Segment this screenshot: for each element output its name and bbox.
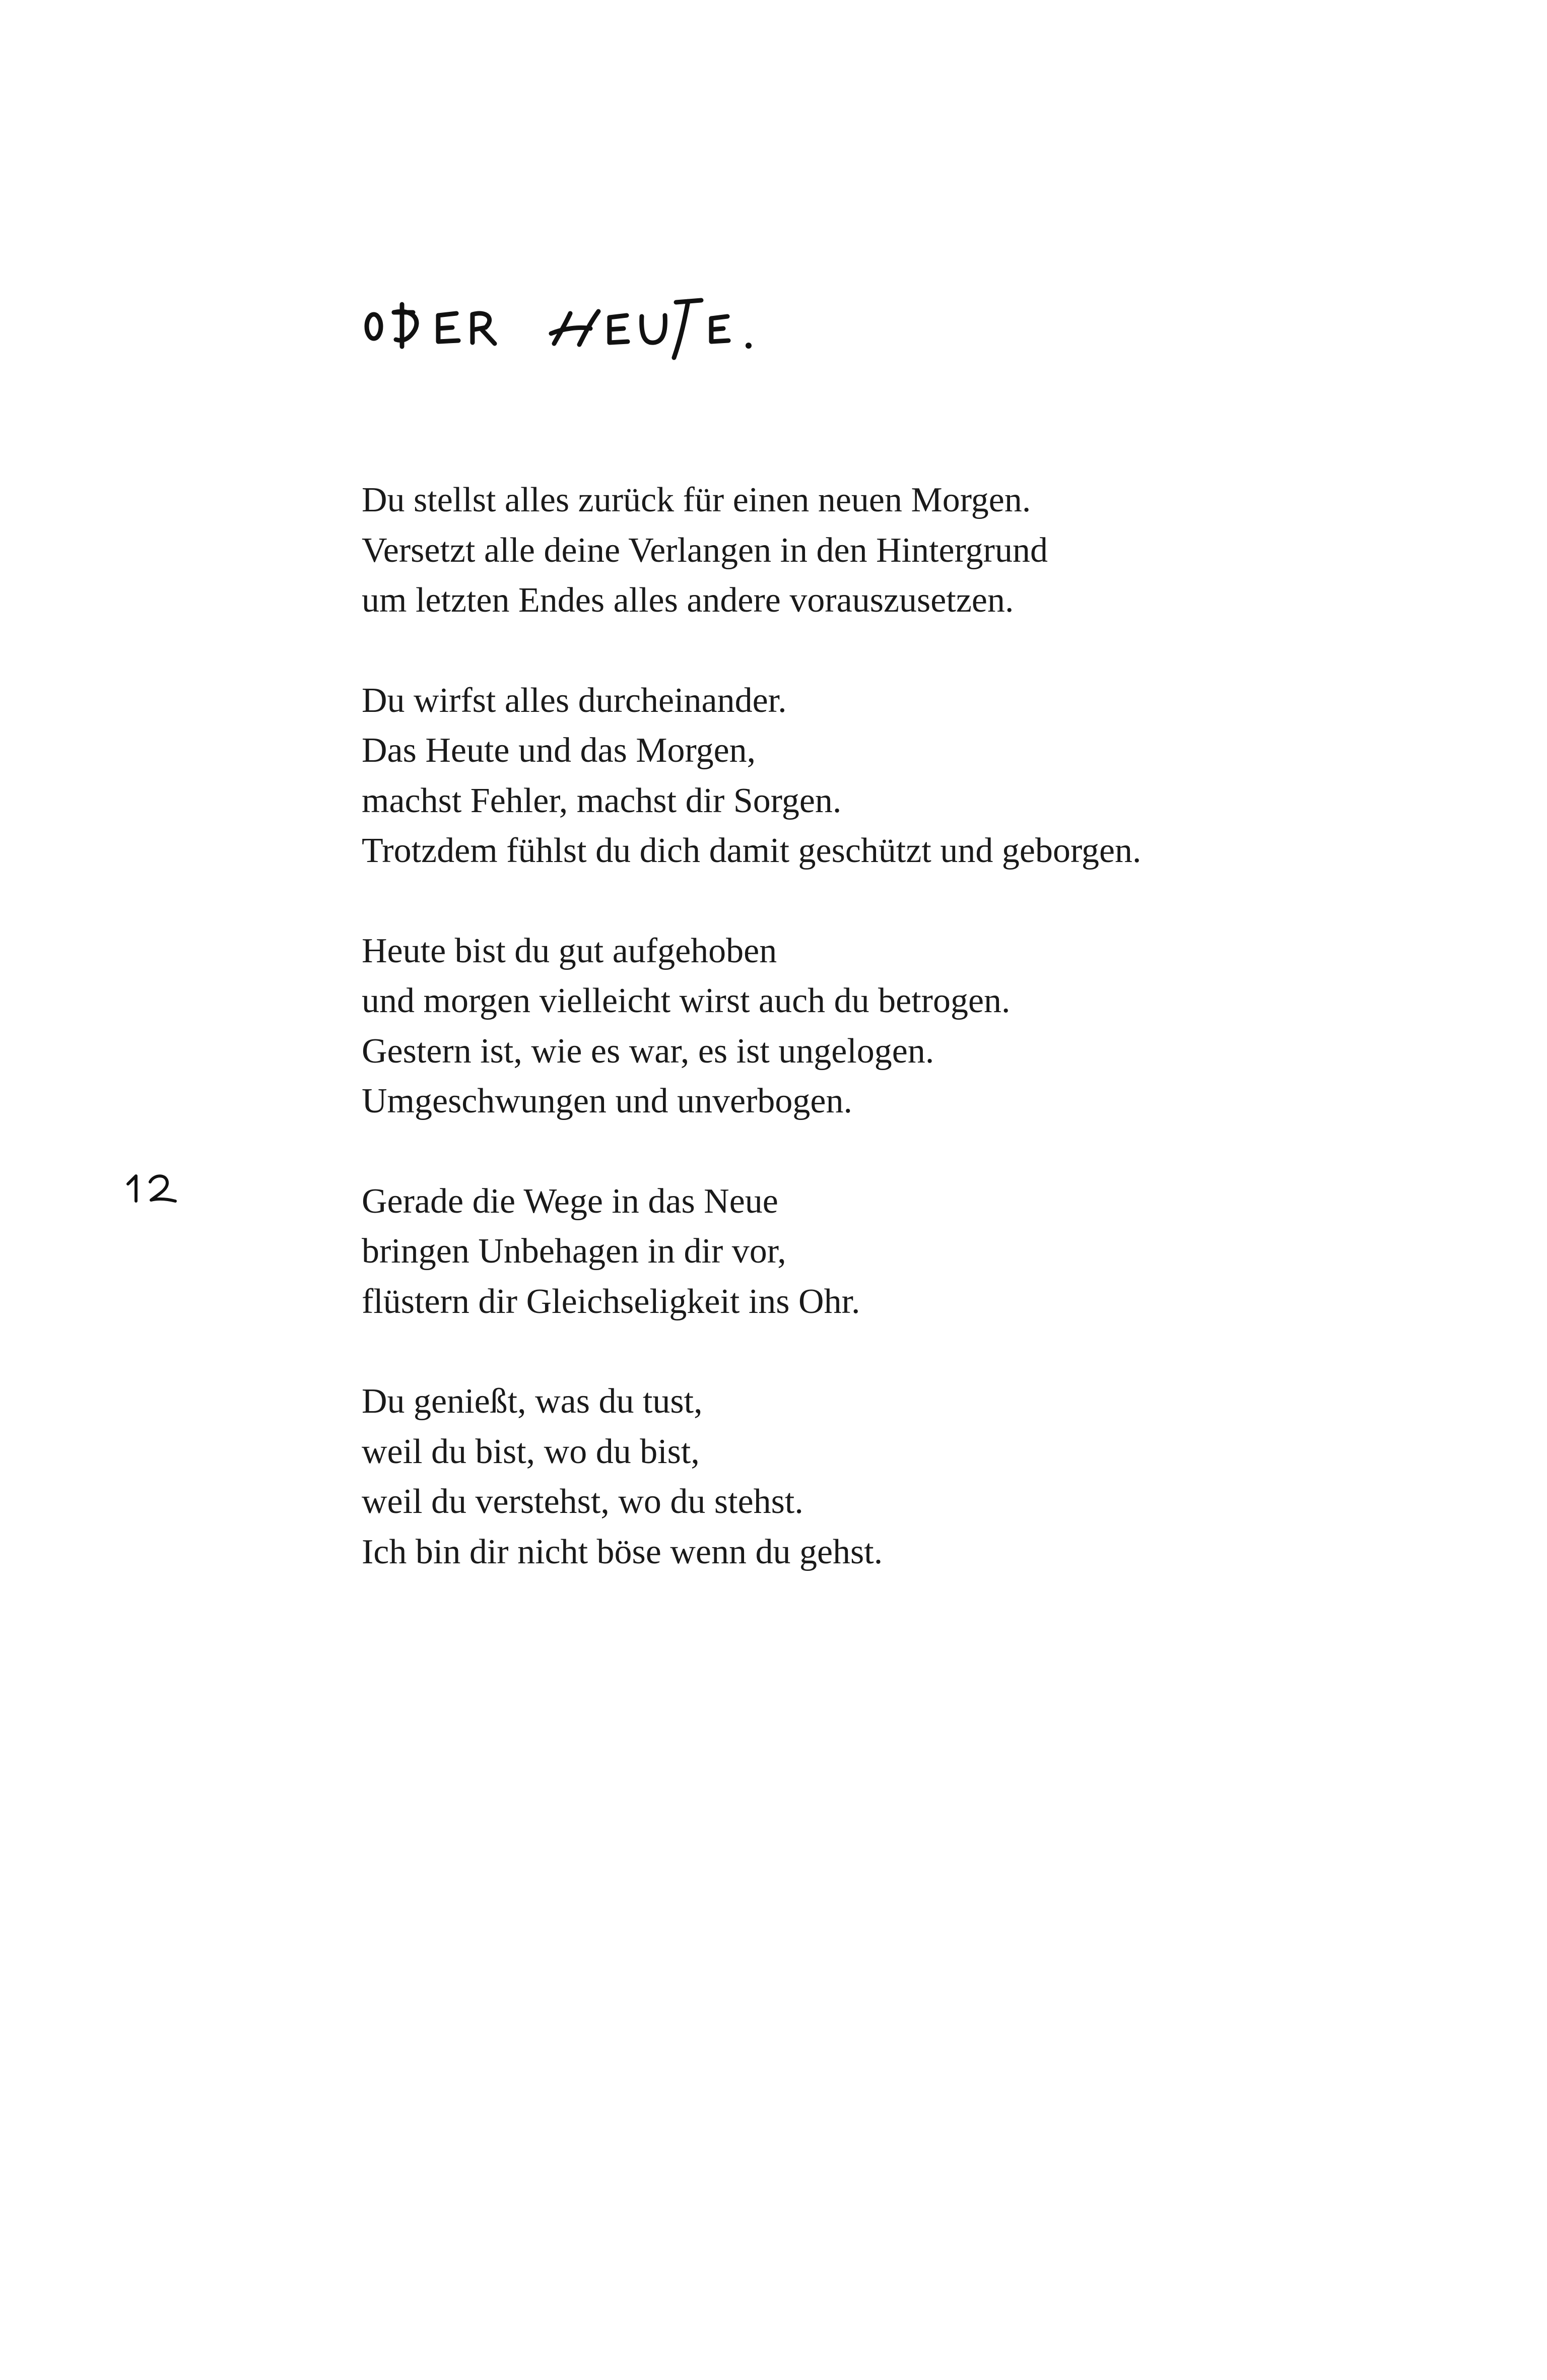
poem-line: Das Heute und das Morgen, xyxy=(362,731,756,770)
poem-line: Gestern ist, wie es war, es ist ungelogen. xyxy=(362,1031,934,1071)
poem-line: Versetzt alle deine Verlangen in den Hintergrund xyxy=(362,531,1048,570)
poem-line: Du wirfst alles durcheinander. xyxy=(362,681,787,720)
poem-line: Heute bist du gut aufgehoben xyxy=(362,931,777,970)
poem-line: flüstern dir Gleichseligkeit ins Ohr. xyxy=(362,1282,860,1321)
stanza-4 xyxy=(362,1176,1369,1327)
poem-line: bringen Unbehagen in dir vor, xyxy=(362,1232,786,1271)
poem xyxy=(362,475,1369,1627)
poem-line: Gerade die Wege in das Neue xyxy=(362,1181,778,1221)
poem-line: weil du bist, wo du bist, xyxy=(362,1432,700,1471)
handwritten-title-drawing xyxy=(363,282,816,368)
poem-line: machst Fehler, machst dir Sorgen. xyxy=(362,781,842,820)
poem-line: und morgen vielleicht wirst auch du betrogen. xyxy=(362,981,1011,1020)
poem-line: Du genießt, was du tust, xyxy=(362,1382,703,1421)
poem-line: um letzten Endes alles andere vorauszusetzen. xyxy=(362,581,1014,620)
stanza-2 xyxy=(362,676,1369,876)
poem-line: Trotzdem fühlst du dich damit geschützt und geborgen. xyxy=(362,831,1141,870)
stanza-1 xyxy=(362,475,1369,626)
poem-line: weil du verstehst, wo du stehst. xyxy=(362,1482,803,1521)
stanza-5 xyxy=(362,1376,1369,1577)
poem-line: Du stellst alles zurück für einen neuen Morgen. xyxy=(362,481,1031,519)
page-number xyxy=(121,1169,181,1209)
page-number-drawing xyxy=(121,1169,181,1209)
handwritten-title xyxy=(363,282,816,368)
poem-line: Ich bin dir nicht böse wenn du gehst. xyxy=(362,1532,883,1571)
stanza-3 xyxy=(362,926,1369,1127)
poem-line: Umgeschwungen und unverbogen. xyxy=(362,1082,852,1120)
